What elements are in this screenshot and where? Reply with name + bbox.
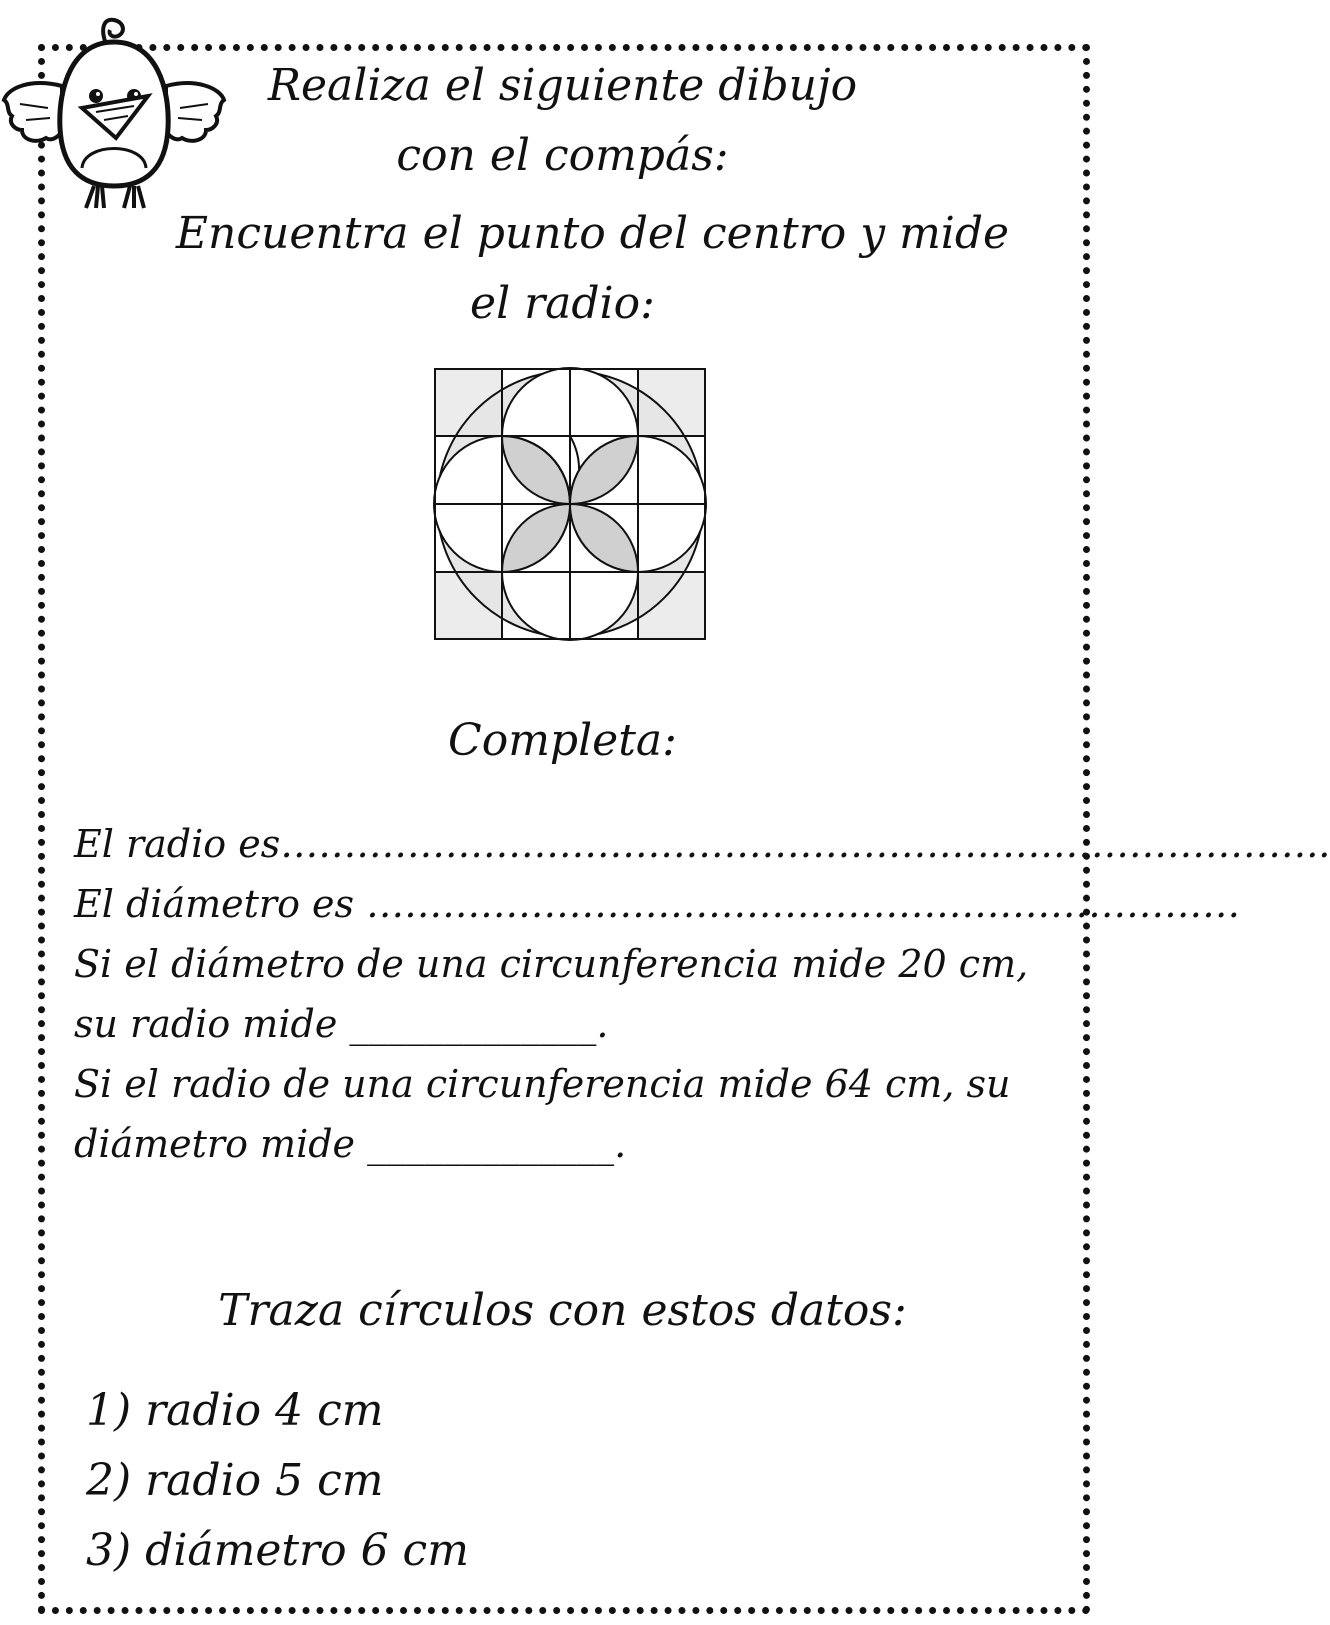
- instruction-line-2: con el compás:: [396, 130, 729, 181]
- traza-item-3: 3) diámetro 6 cm: [86, 1525, 469, 1576]
- instruction-line-3: Encuentra el punto del centro y mide: [175, 208, 1010, 259]
- instruction-line-4: el radio:: [470, 278, 655, 329]
- completa-line-4: su radio mide _____________.: [74, 1002, 609, 1046]
- completa-line-5: Si el radio de una circunferencia mide 64 cm, su: [74, 1062, 1011, 1106]
- compass-figure: [434, 368, 706, 640]
- traza-item-2: 2) radio 5 cm: [86, 1455, 384, 1506]
- traza-heading: Traza círculos con estos datos:: [218, 1285, 907, 1336]
- bird-icon: [0, 8, 230, 218]
- completa-line-2: El diámetro es ……………………………………………………………: [74, 882, 1241, 926]
- completa-line-6: diámetro mide _____________.: [74, 1122, 627, 1166]
- completa-line-3: Si el diámetro de una circunferencia mide 20 cm,: [74, 942, 1029, 986]
- instruction-line-1: Realiza el siguiente dibujo: [267, 60, 858, 111]
- completa-line-1: El radio es………………………………………………………………………..: [74, 822, 1330, 866]
- completa-heading: Completa:: [448, 715, 677, 766]
- traza-item-1: 1) radio 4 cm: [86, 1385, 384, 1436]
